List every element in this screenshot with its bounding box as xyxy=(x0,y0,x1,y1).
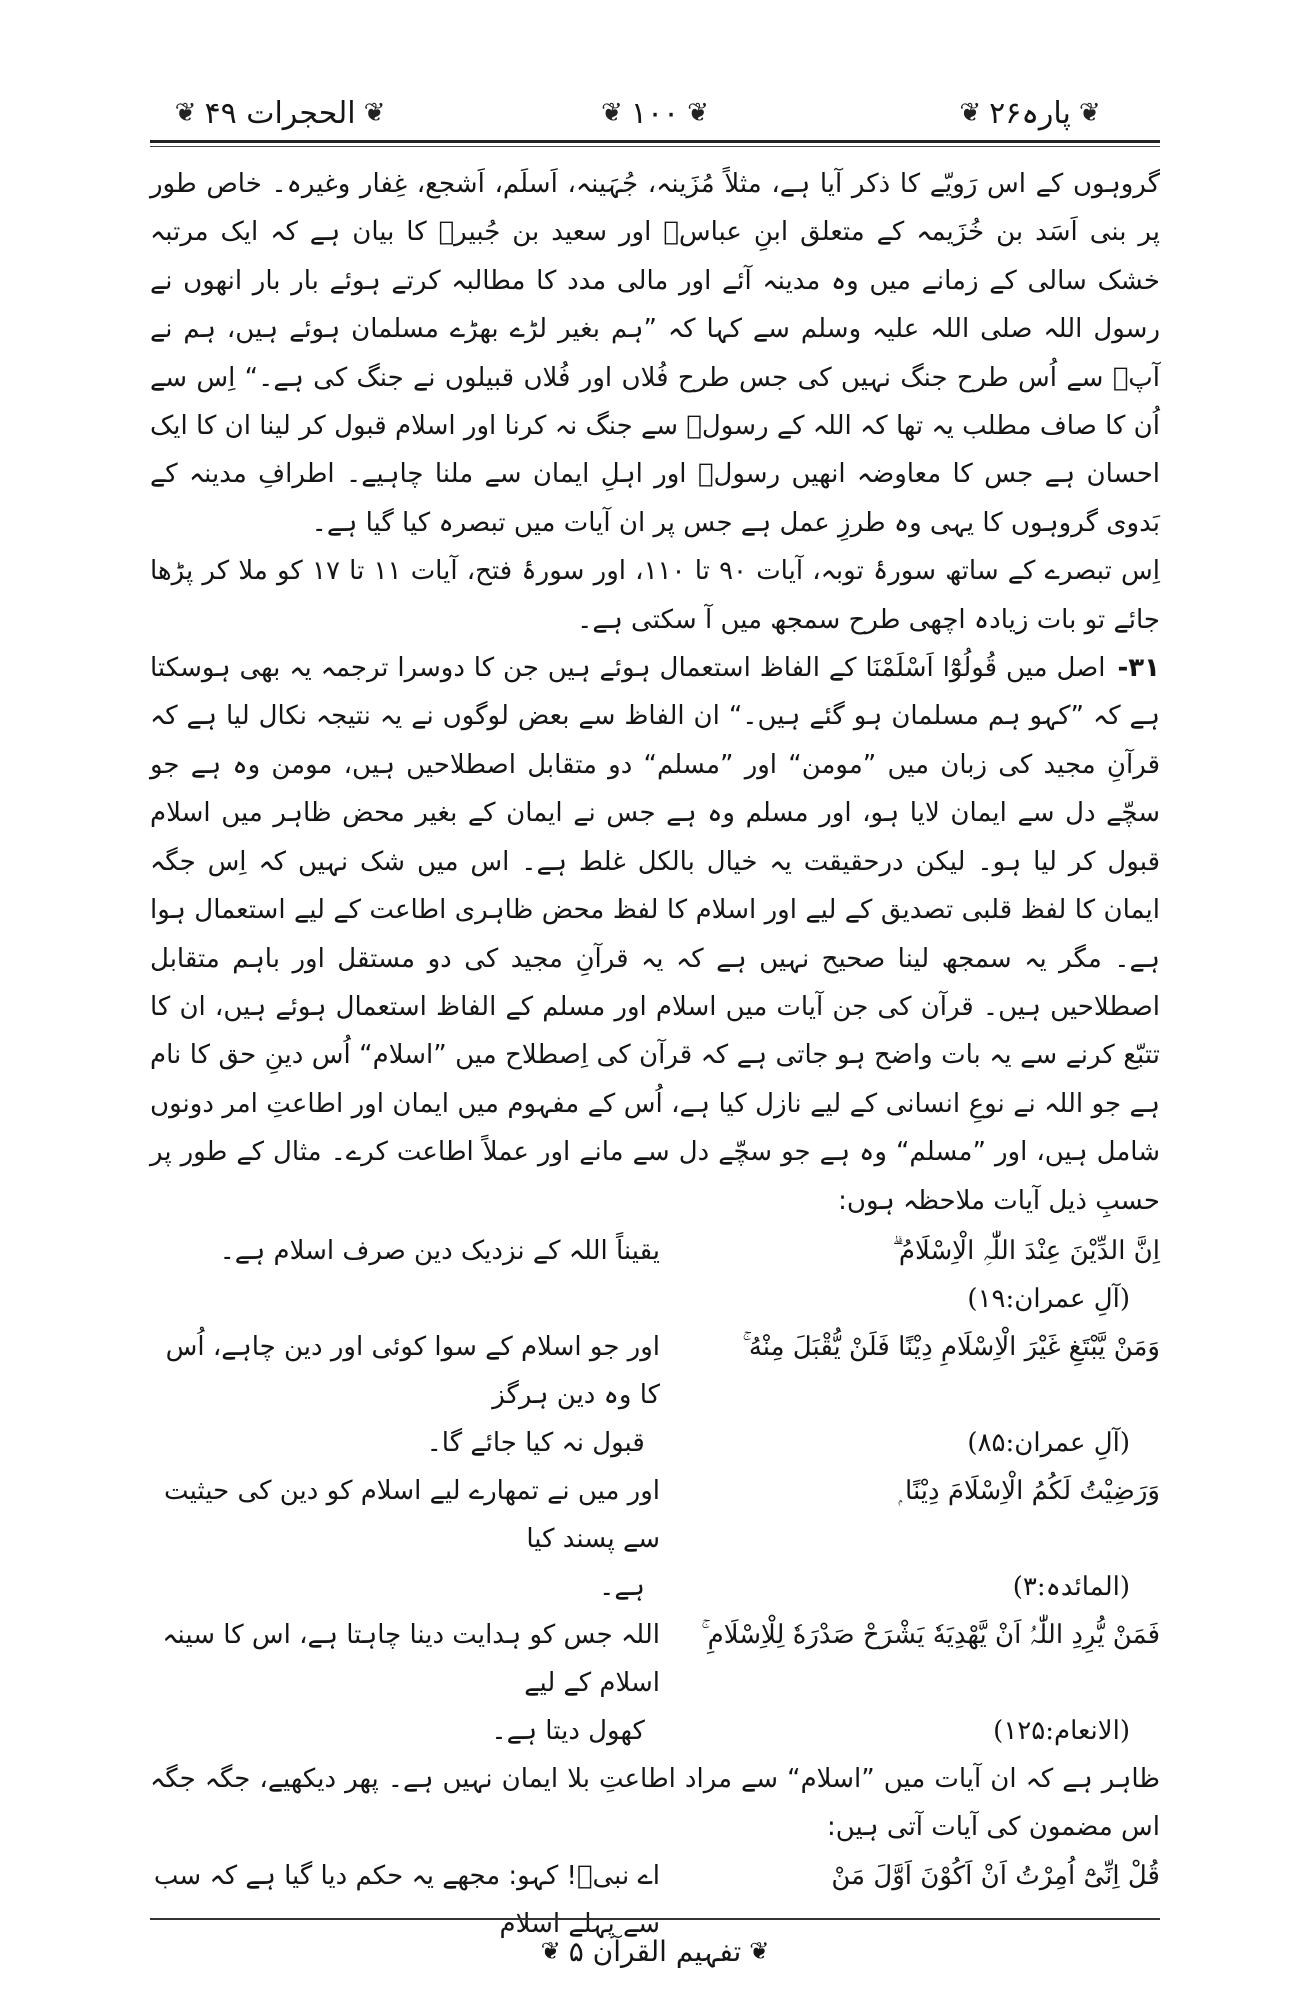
ornament-icon: ❦ xyxy=(959,98,982,128)
verse-translation: یقیناً اللہ کے نزدیک دین صرف اسلام ہے۔ xyxy=(219,1235,660,1266)
verse-row xyxy=(150,1275,1160,1323)
page-content xyxy=(150,160,1160,1948)
footer-rule xyxy=(150,1918,1160,1920)
page-number: ۱۰۰ xyxy=(630,95,680,131)
header-rule xyxy=(150,140,1160,143)
verse-arabic: وَمَنْ یَّبْتَغِ غَیْرَ الْاِسْلَامِ دِیْنًا فَلَنْ یُّقْبَلَ مِنْهُ ۚ xyxy=(742,1331,1160,1362)
verse-translation: اور میں نے تمھارے لیے اسلام کو دین کی حیثیت سے پسند کیا xyxy=(164,1475,660,1554)
verse-row xyxy=(150,1323,1160,1419)
footnote-text: اصل میں قُولُوْٓا اَسْلَمْنَا کے الفاظ استعمال ہوئے ہیں جن کا دوسرا ترجمہ یہ بھی ہوسکتا ہے کہ ”کہو ہم مسلمان ہو گئے ہیں۔“ ان الفاظ سے بعض لوگوں نے یہ نتیجہ نکال لیا ہے کہ قرآنِ مجید کی زبان میں ”مومن“ اور ”مسلم“ دو متقابل اصطلاحیں ہیں، مومن وہ ہے جو سچّے دل سے ایمان لایا ہو، اور مسلم وہ ہے جس نے ایمان کے بغیر محض ظاہر میں اسلام قبول کر لیا ہو۔ لیکن درحقیقت یہ خیال بالکل غلط ہے۔ اس میں شک نہیں کہ اِس جگہ ایمان کا لفظ قلبی تصدیق کے لیے اور اسلام کا لفظ محض ظاہری اطاعت کے لیے استعمال ہوا ہے۔ مگر یہ سمجھ لینا صحیح نہیں ہے کہ یہ قرآنِ مجید کی دو مستقل اور باہم متقابل اصطلاحیں ہیں۔ قرآن کی جن آیات میں اسلام اور مسلم کے الفاظ استعمال ہوئے ہیں، ان کا تتبّع کرنے سے یہ بات واضح ہو جاتی ہے کہ قرآن کی اِصطلاح میں ”اسلام“ اُس دینِ حق کا نام ہے جو اللہ نے نوعِ انسانی کے لیے نازل کیا ہے، اُس کے مفہوم میں ایمان اور اطاعتِ امر دونوں شامل ہیں، اور ”مسلم“ وہ ہے جو سچّے دل سے مانے اور عملاً اطاعت کرے۔ مثال کے طور پر حسبِ ذیل آیات ملاحظہ ہوں: xyxy=(150,653,1160,1216)
ornament-icon: ❦ xyxy=(363,98,386,128)
verse-reference: (آلِ عمران:۸۵) xyxy=(967,1427,1130,1458)
book-title: تفہیم القرآن ۵ xyxy=(568,1934,742,1968)
verse-row xyxy=(150,1707,1160,1755)
verse-row xyxy=(150,1419,1160,1467)
verse-translation: اے نبیؐ! کہو: مجھے یہ حکم دیا گیا ہے کہ سب سے پہلے اسلام xyxy=(153,1860,660,1939)
verse-reference: (المائدہ:۳) xyxy=(1012,1571,1130,1602)
paragraph: گروہوں کے اس رَویّے کا ذکر آیا ہے، مثلاً مُزَینہ، جُہَینہ، اَسلَم، اَشجع، غِفار وغیرہ۔ خاص طور پر بنی اَسَد بن خُزَیمہ کے متعلق ابنِ عباسؓ اور سعید بن جُبیرؒ کا بیان ہے کہ ایک مرتبہ خشک سالی کے زمانے میں وہ مدینہ آئے اور مالی مدد کا مطالبہ کرتے ہوئے بار بار انھوں نے رسول اللہ صلی اللہ علیہ وسلم سے کہا کہ ”ہم بغیر لڑے بھڑے مسلمان ہوئے ہیں، ہم نے آپؐ سے اُس طرح جنگ نہیں کی جس طرح فُلاں اور فُلاں قبیلوں نے جنگ کی ہے۔“ اِس سے اُن کا صاف مطلب یہ تھا کہ اللہ کے رسولؐ سے جنگ نہ کرنا اور اسلام قبول کر لینا ان کا ایک احسان ہے جس کا معاوضہ انھیں رسولؐ اور اہلِ ایمان سے ملنا چاہیے۔ اطرافِ مدینہ کے بَدوی گروہوں کا یہی وہ طرزِ عمل ہے جس پر ان آیات میں تبصرہ کیا گیا ہے۔ xyxy=(150,169,1160,538)
page-number-label xyxy=(540,88,770,138)
book-title-label xyxy=(530,1928,780,1974)
verse-arabic: قُلْ اِنِّیْٓ اُمِرْتُ اَنْ اَكُوْنَ اَوَّلَ مَنْ xyxy=(831,1860,1160,1891)
paragraph: ظاہر ہے کہ ان آیات میں ”اسلام“ سے مراد اطاعتِ بلا ایمان نہیں ہے۔ پھر دیکھیے، جگہ جگہ اس مضمون کی آیات آتی ہیں: xyxy=(150,1763,1160,1843)
page-footer xyxy=(150,1918,1160,1978)
verse-arabic: اِنَّ الدِّیْنَ عِنْدَ اللّٰہِ الْاِسْلَامُ ۗ xyxy=(892,1235,1160,1266)
footnote-number: ۳۱- xyxy=(1117,653,1160,684)
verse-translation: اور جو اسلام کے سوا کوئی اور دین چاہے، اُس کا وہ دین ہرگز xyxy=(165,1331,660,1410)
verse-reference: (آلِ عمران:۱۹) xyxy=(967,1283,1130,1314)
ornament-icon: ❦ xyxy=(749,1937,770,1965)
verse-reference: (الانعام:۱۲۵) xyxy=(993,1715,1130,1746)
ornament-icon: ❦ xyxy=(174,98,197,128)
surah-name: الحجرات ۴۹ xyxy=(204,95,356,131)
verse-arabic: وَرَضِیْتُ لَكُمُ الْاِسْلَامَ دِیْنًا ۭ xyxy=(898,1475,1160,1506)
verse-translation-cont: کھول دیتا ہے۔ xyxy=(491,1715,645,1746)
page-header xyxy=(150,88,1160,154)
verse-row xyxy=(150,1227,1160,1275)
verse-row xyxy=(150,1611,1160,1707)
para-number: پارہ۲۶ xyxy=(989,95,1071,131)
verse-block xyxy=(150,1227,1160,1755)
ornament-icon: ❦ xyxy=(687,98,709,128)
header-rule-thin xyxy=(150,146,1160,147)
paragraph: اِس تبصرے کے ساتھ سورۂ توبہ، آیات ۹۰ تا ۱۱۰، اور سورۂ فتح، آیات ۱۱ تا ۱۷ کو ملا کر پڑھا جائے تو بات زیادہ اچھی طرح سمجھ میں آ سکتی ہے۔ xyxy=(150,556,1161,635)
ornament-icon: ❦ xyxy=(540,1937,561,1965)
ornament-icon: ❦ xyxy=(601,98,623,128)
verse-translation-cont: قبول نہ کیا جائے گا۔ xyxy=(426,1427,645,1458)
verse-row xyxy=(150,1563,1160,1611)
footnote xyxy=(150,644,1160,1225)
surah-label xyxy=(150,88,410,138)
verse-translation-cont: ہے۔ xyxy=(599,1571,645,1602)
verse-arabic: فَمَنْ یُّرِدِ اللّٰہُ اَنْ یَّھْدِیَهٗ یَشْرَحْ صَدْرَهٗ لِلْاِسْلَامِ ۚ xyxy=(701,1619,1160,1650)
verse-row xyxy=(150,1467,1160,1563)
para-label xyxy=(900,88,1160,138)
ornament-icon: ❦ xyxy=(1078,98,1101,128)
verse-translation: اللہ جس کو ہدایت دینا چاہتا ہے، اس کا سینہ اسلام کے لیے xyxy=(162,1619,660,1698)
